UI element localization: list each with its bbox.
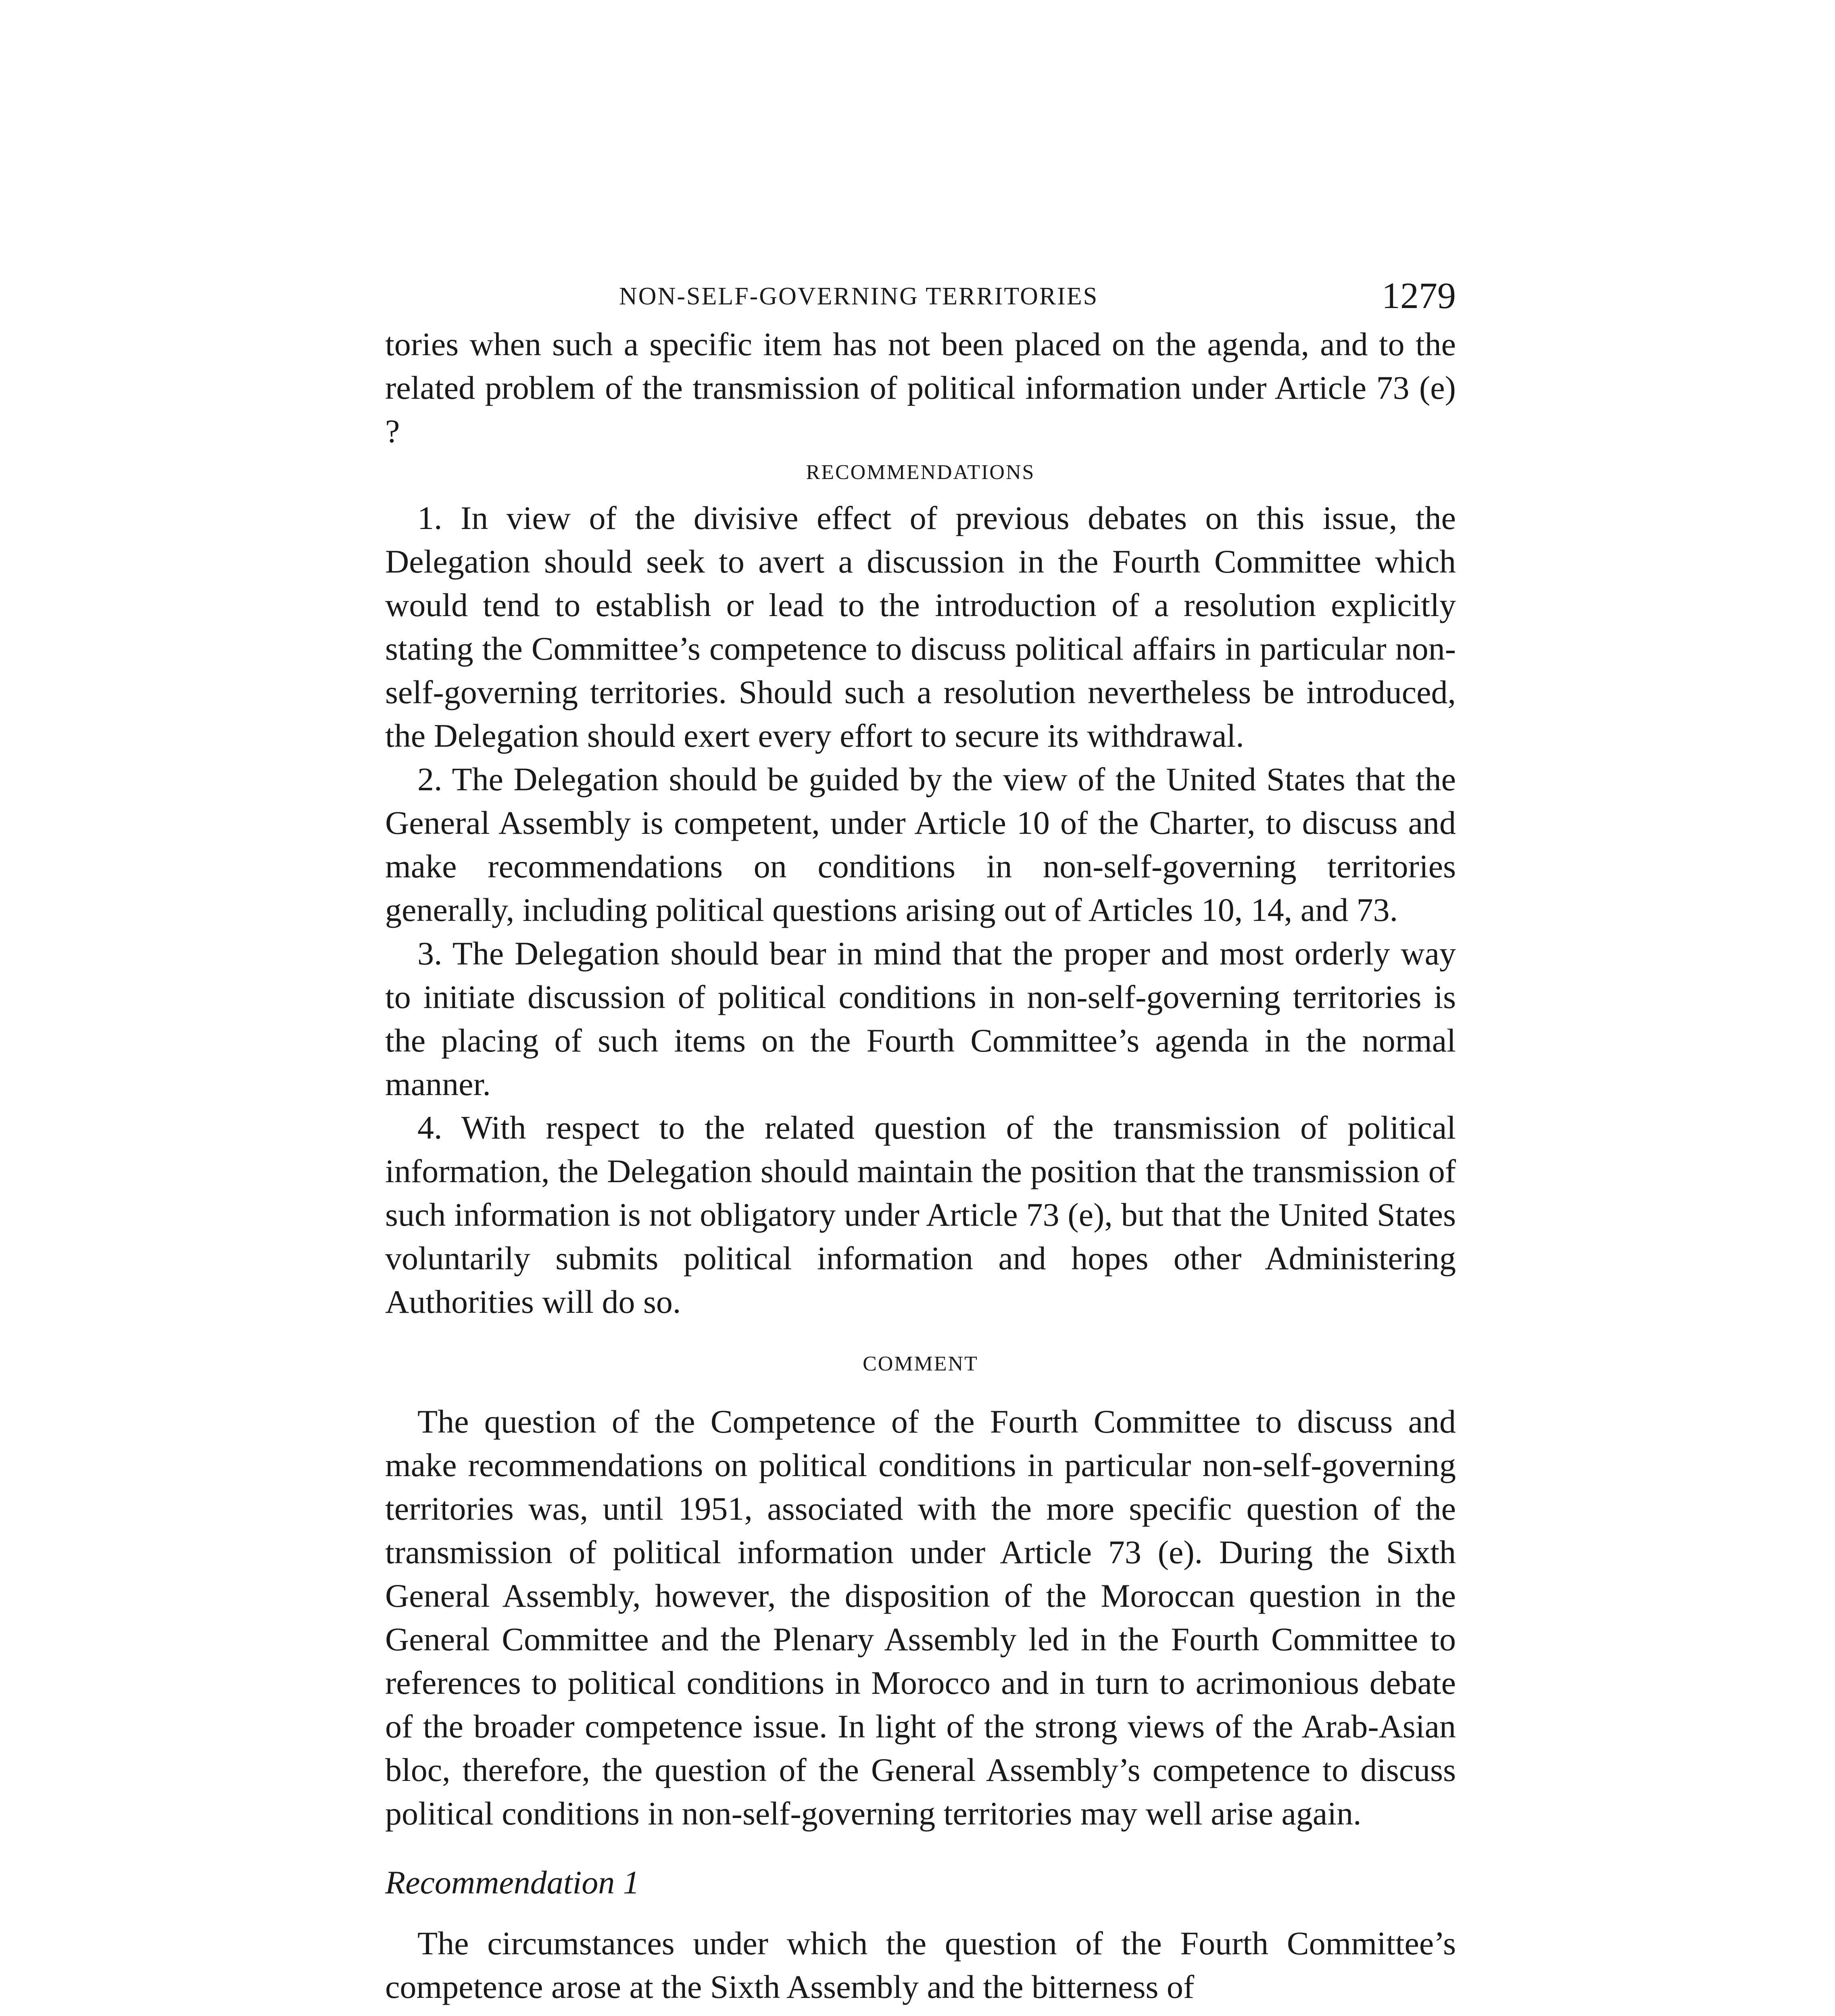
running-head [385,274,1456,323]
document-page [385,274,1456,2009]
recommendation-item: 3. The Delegation should bear in mind that the proper and most orderly way to initiate discussion of political conditions in non-self-governing territories is the placing of such items on the Fourth Committee’s agenda in the normal manner. [385,935,1456,1102]
recommendation-item: 2. The Delegation should be guided by the view of the United States that the General Assembly is competent, under Article 10 of the Charter, to discuss and make recommendations on conditions in non-self-governing territories generally, including political questions arising out of Articles 10, 14, and 73. [385,761,1456,928]
page-number: 1279 [1382,275,1456,316]
comment-heading: COMMENT [863,1352,978,1375]
recommendation-item: 4. With respect to the related question of the transmission of political information, the Delegation should maintain the position that the transmission of such information is not obligatory under Article 73 (e), but that the United States voluntarily submits political information and hopes other Administering Authorities will do so. [385,1109,1456,1320]
comment-paragraph: The question of the Competence of the Fourth Committee to discuss and make recommendations on political conditions in particular non-self-governing territories was, until 1951, associated with the more specific question of the transmission of political information under Article 73 (e). During the Sixth General Assembly, however, the disposition of the Moroccan question in the General Committee and the Plenary Assembly led in the Fourth Committee to references to political conditions in Morocco and in turn to acrimonious debate of the broader competence issue. In light of the strong views of the Arab-Asian bloc, therefore, the question of the General Assembly’s competence to discuss political conditions in non-self-governing territories may well arise again. [385,1403,1456,1832]
intro-paragraph: tories when such a specific item has not been placed on the agenda, and to the related problem of the transmission of political information under Article 73 (e) ? [385,326,1456,450]
running-title: NON-SELF-GOVERNING TERRITORIES [619,283,1099,310]
recommendation-1-paragraph: The circumstances under which the question of the Fourth Committee’s competence arose at the Sixth Assembly and the bitterness of [385,1925,1456,2005]
recommendation-item: 1. In view of the divisive effect of previous debates on this issue, the Delegation should seek to avert a discussion in the Fourth Committee which would tend to establish or lead to the introduction of a resolution explicitly stating the Committee’s competence to discuss political affairs in particular non-self-governing territories. Should such a resolution nevertheless be introduced, the Delegation should exert every effort to secure its withdrawal. [385,500,1456,754]
recommendation-1-heading: Recommendation 1 [385,1864,640,1901]
recommendations-heading: RECOMMENDATIONS [806,461,1035,484]
